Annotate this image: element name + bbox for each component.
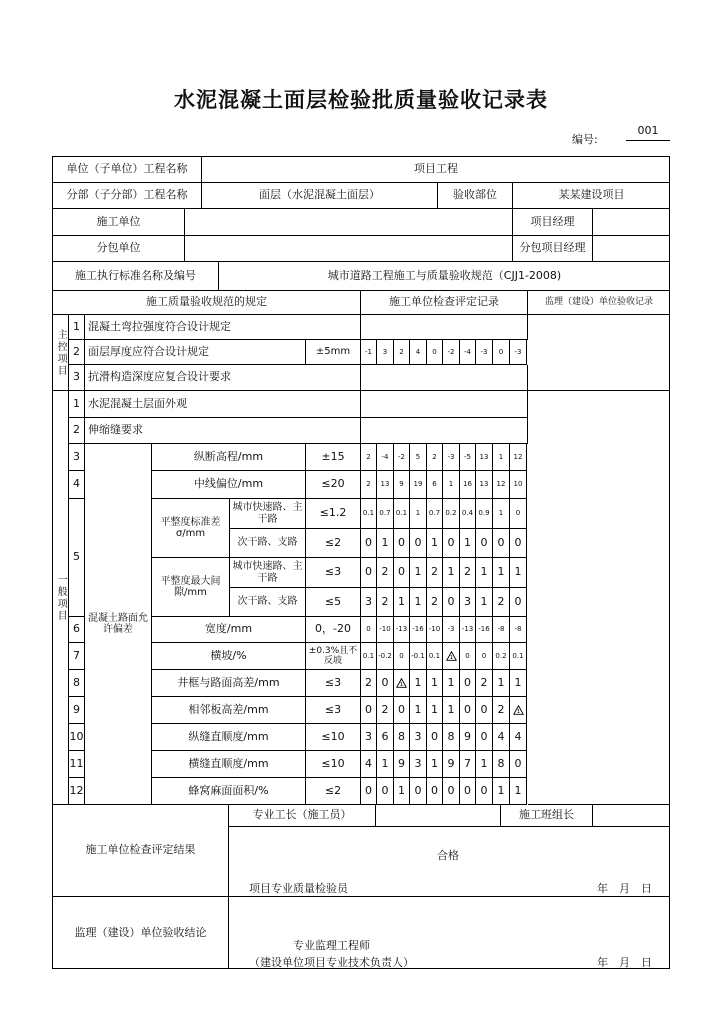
check-value: 10 (510, 471, 527, 499)
check-value: -1 (361, 340, 377, 365)
check-value: 0 (394, 697, 410, 724)
check-value: 0.7 (427, 499, 443, 529)
road-type: 次干路、支路 (230, 529, 306, 558)
check-value: 0 (476, 529, 493, 558)
subcontract-manager-value (593, 236, 670, 262)
item-name: 宽度/mm (152, 617, 306, 643)
check-value: 0 (476, 724, 493, 751)
check-value: -0.2 (377, 643, 394, 670)
check-value: 8 (394, 724, 410, 751)
item-tolerance: ≤3 (306, 697, 361, 724)
item-name: 相邻板高差/mm (152, 697, 306, 724)
check-value: 3 (460, 588, 476, 617)
check-value: 1 (427, 697, 443, 724)
check-value: 0.1 (394, 499, 410, 529)
number-value: 001 (626, 124, 670, 141)
general-supervision (528, 391, 670, 805)
standard-value: 城市道路工程施工与质量验收规范（CJJ1-2008) (219, 262, 670, 291)
item-number: 4 (69, 471, 85, 499)
item-number: 9 (69, 697, 85, 724)
item-tolerance: ±0.3%且不反坡 (306, 643, 361, 670)
supervision-check-header: 监理（建设）单位验收记录 (528, 291, 670, 315)
check-value: 0 (361, 617, 377, 643)
check-value: 0 (361, 558, 377, 588)
unit-project-value: 项目工程 (202, 157, 670, 183)
check-value: 1 (410, 499, 427, 529)
check-value (361, 391, 528, 418)
check-value: 1 (493, 778, 510, 805)
construction-check-header: 施工单位检查评定记录 (361, 291, 528, 315)
check-value: 0.9 (476, 499, 493, 529)
check-value: 4 (510, 724, 527, 751)
construction-unit-value (185, 209, 513, 236)
item-tolerance: ≤10 (306, 724, 361, 751)
check-value: 2 (460, 558, 476, 588)
item-name: 水泥混凝土层面外观 (85, 391, 361, 418)
check-value: 1 (427, 529, 443, 558)
construction-unit-label: 施工单位 (53, 209, 185, 236)
item-number: 2 (69, 340, 85, 365)
check-value: -2 (443, 340, 460, 365)
standard-label: 施工执行标准名称及编号 (53, 262, 219, 291)
check-value: 2 (361, 670, 377, 697)
item-tolerance: ±5mm (306, 340, 361, 365)
check-value: 16 (460, 471, 476, 499)
check-value: 1 (510, 558, 527, 588)
item-number: 11 (69, 751, 85, 778)
check-value: 0 (493, 340, 510, 365)
check-value: -3 (443, 444, 460, 471)
check-value: 1 (427, 670, 443, 697)
item-number: 10 (69, 724, 85, 751)
item-number: 2 (69, 418, 85, 444)
number-label: 编号: (572, 133, 598, 146)
check-value: -3 (443, 617, 460, 643)
item-name: 井框与路面高差/mm (152, 670, 306, 697)
triangle-mark-icon (513, 705, 524, 715)
check-value: 1 (410, 558, 427, 588)
check-value: 0 (460, 778, 476, 805)
construction-result-value: 合格 (437, 849, 459, 862)
check-value: 0 (394, 643, 410, 670)
check-value: -3 (476, 340, 493, 365)
check-value: -0.1 (410, 643, 427, 670)
check-value: -4 (460, 340, 476, 365)
road-type: 城市快速路、主干路 (230, 558, 306, 588)
item-number: 3 (69, 444, 85, 471)
date-label-2: 年 月 日 (597, 956, 652, 969)
check-value: 13 (476, 444, 493, 471)
item-number: 6 (69, 617, 85, 643)
check-value: 0 (410, 778, 427, 805)
check-value: -16 (476, 617, 493, 643)
project-manager-label: 项目经理 (513, 209, 593, 236)
check-value: 1 (476, 588, 493, 617)
check-value: 0.2 (443, 499, 460, 529)
item-tolerance: ≤3 (306, 558, 361, 588)
check-value: 1 (394, 588, 410, 617)
subcontract-manager-label: 分包项目经理 (513, 236, 593, 262)
check-value: 2 (361, 444, 377, 471)
check-value: 9 (394, 751, 410, 778)
acceptance-part-label: 验收部位 (438, 183, 513, 209)
check-value: 0 (510, 529, 527, 558)
main-control-supervision (528, 315, 670, 391)
check-value (394, 670, 410, 697)
check-value: 2 (377, 558, 394, 588)
check-value: 0 (361, 529, 377, 558)
check-value: 12 (493, 471, 510, 499)
check-value: -8 (493, 617, 510, 643)
check-value: 1 (476, 751, 493, 778)
check-value: 2 (394, 340, 410, 365)
item-tolerance: ≤5 (306, 588, 361, 617)
check-value: 0 (427, 340, 443, 365)
check-value: -10 (377, 617, 394, 643)
check-value: 6 (377, 724, 394, 751)
check-value: 2 (361, 471, 377, 499)
check-value: 1 (510, 778, 527, 805)
check-value: 1 (410, 670, 427, 697)
check-value: 0 (377, 778, 394, 805)
check-value: 1 (493, 444, 510, 471)
check-value: -13 (394, 617, 410, 643)
check-value: 5 (410, 444, 427, 471)
check-value: 0 (510, 588, 527, 617)
item-tolerance: ±15 (306, 444, 361, 471)
team-leader-label: 施工班组长 (501, 805, 593, 827)
check-value: 0.1 (361, 643, 377, 670)
check-value: 0 (476, 643, 493, 670)
main-control-label: 主控项目 (53, 315, 69, 391)
check-value: 1 (443, 471, 460, 499)
item-name: 蜂窝麻面面积/% (152, 778, 306, 805)
check-value: 0 (510, 499, 527, 529)
road-type: 次干路、支路 (230, 588, 306, 617)
check-value: 0 (443, 778, 460, 805)
check-value: 0.4 (460, 499, 476, 529)
acceptance-part-value: 某某建设项目 (513, 183, 670, 209)
item-name: 伸缩缝要求 (85, 418, 361, 444)
item-number: 5 (69, 499, 85, 617)
check-value (510, 697, 527, 724)
check-value (361, 365, 528, 391)
check-value: 4 (493, 724, 510, 751)
road-type: 城市快速路、主干路 (230, 499, 306, 529)
check-value: 4 (361, 751, 377, 778)
inspector-label: 项目专业质量检验员 (249, 882, 348, 895)
check-value: 9 (460, 724, 476, 751)
check-value: 6 (427, 471, 443, 499)
check-value: 2 (377, 697, 394, 724)
item-number: 3 (69, 365, 85, 391)
subcontract-unit-value (185, 236, 513, 262)
deviation-group-label: 混凝土路面允许偏差 (85, 444, 152, 805)
item-number: 1 (69, 391, 85, 418)
check-value: 0 (427, 778, 443, 805)
check-value: 0 (394, 529, 410, 558)
check-value (361, 315, 528, 340)
check-value: 1 (443, 558, 460, 588)
check-value: 12 (510, 444, 527, 471)
check-value: 0.1 (510, 643, 527, 670)
check-value: 0 (410, 529, 427, 558)
check-value: 0 (443, 529, 460, 558)
check-value: 9 (394, 471, 410, 499)
check-value: 0 (510, 751, 527, 778)
check-value: -4 (377, 444, 394, 471)
check-value: 0 (460, 670, 476, 697)
check-value: 19 (410, 471, 427, 499)
check-value: -5 (460, 444, 476, 471)
check-value: 13 (377, 471, 394, 499)
item-name: 抗滑构造深度应复合设计要求 (85, 365, 361, 391)
check-value: -3 (510, 340, 527, 365)
check-value: 3 (410, 751, 427, 778)
triangle-mark-icon (446, 651, 457, 661)
item-number: 8 (69, 670, 85, 697)
check-value: 0.1 (427, 643, 443, 670)
item-tolerance: ≤2 (306, 778, 361, 805)
construction-result-label: 施工单位检查评定结果 (53, 805, 229, 897)
check-value: 1 (493, 499, 510, 529)
check-value: 2 (427, 444, 443, 471)
date-label: 年 月 日 (597, 882, 652, 895)
check-value: 1 (427, 751, 443, 778)
item-name: 面层厚度应符合设计规定 (85, 340, 306, 365)
unit-project-label: 单位（子单位）工程名称 (53, 157, 202, 183)
check-value: 0.2 (493, 643, 510, 670)
item-name: 横坡/% (152, 643, 306, 670)
check-value: 0 (460, 697, 476, 724)
supervision-label: 监理（建设）单位验收结论 (53, 897, 229, 969)
check-value: 1 (443, 697, 460, 724)
item-number: 12 (69, 778, 85, 805)
foreman-value (376, 805, 501, 827)
item-name: 混凝土弯拉强度符合设计规定 (85, 315, 361, 340)
check-value: 2 (427, 588, 443, 617)
item-number: 1 (69, 315, 85, 340)
check-value: 0 (361, 778, 377, 805)
max-gap-label: 平整度最大间隙/mm (152, 558, 230, 617)
check-value: -8 (510, 617, 527, 643)
triangle-mark-icon (396, 678, 407, 688)
item-name: 纵缝直顺度/mm (152, 724, 306, 751)
check-value: 1 (493, 558, 510, 588)
check-value (361, 418, 528, 444)
item-tolerance: ≤1.2 (306, 499, 361, 529)
check-value: 2 (476, 670, 493, 697)
check-value: 0 (443, 588, 460, 617)
check-value: 1 (476, 558, 493, 588)
check-value: 13 (476, 471, 493, 499)
item-name: 横缝直顺度/mm (152, 751, 306, 778)
check-value: 0.1 (361, 499, 377, 529)
check-value: 8 (493, 751, 510, 778)
check-value: 1 (443, 670, 460, 697)
check-value: -13 (460, 617, 476, 643)
item-tolerance: 0，-20 (306, 617, 361, 643)
check-value: 2 (493, 697, 510, 724)
check-value: 0 (493, 529, 510, 558)
item-name: 中线偏位/mm (152, 471, 306, 499)
svg-text:1: 1 (516, 709, 520, 715)
item-tolerance: ≤2 (306, 529, 361, 558)
team-leader-value (593, 805, 670, 827)
check-value: 0 (377, 670, 394, 697)
spec-column-header: 施工质量验收规范的规定 (53, 291, 361, 315)
acceptance-form (52, 156, 670, 969)
check-value: 9 (443, 751, 460, 778)
check-value: 1 (410, 697, 427, 724)
check-value: 1 (493, 670, 510, 697)
item-tolerance: ≤20 (306, 471, 361, 499)
check-value: 1 (510, 670, 527, 697)
item-number: 7 (69, 643, 85, 670)
page-title: 水泥混凝土面层检验批质量验收记录表 (174, 88, 548, 112)
check-value: 2 (427, 558, 443, 588)
check-value: 0 (361, 697, 377, 724)
check-value: 2 (377, 588, 394, 617)
foreman-label: 专业工长（施工员） (229, 805, 376, 827)
check-value: 1 (394, 778, 410, 805)
check-value: 0 (427, 724, 443, 751)
check-value: 3 (410, 724, 427, 751)
check-value: 1 (460, 529, 476, 558)
supervisor-label: 专业监理工程师 (293, 939, 370, 952)
item-tolerance: ≤10 (306, 751, 361, 778)
check-value: 1 (410, 588, 427, 617)
check-value: -2 (394, 444, 410, 471)
check-value: 8 (443, 724, 460, 751)
sub-project-label: 分部（子分部）工程名称 (53, 183, 202, 209)
check-value: 1 (377, 529, 394, 558)
check-value: 3 (377, 340, 394, 365)
supervisor-note: （建设单位项目专业技术负责人） (249, 956, 414, 969)
project-manager-value (593, 209, 670, 236)
svg-text:1: 1 (399, 682, 404, 688)
check-value: 0 (476, 778, 493, 805)
check-value (443, 643, 460, 670)
check-value: 3 (361, 724, 377, 751)
check-value: 4 (410, 340, 427, 365)
item-tolerance: ≤3 (306, 670, 361, 697)
sub-project-value: 面层（水泥混凝土面层） (202, 183, 438, 209)
general-items-label: 一般项目 (53, 391, 69, 805)
check-value: 7 (460, 751, 476, 778)
check-value: -16 (410, 617, 427, 643)
check-value: 3 (361, 588, 377, 617)
std-dev-label: 平整度标准差σ/mm (152, 499, 230, 558)
check-value: 1 (377, 751, 394, 778)
check-value: 0 (476, 697, 493, 724)
item-name: 纵断高程/mm (152, 444, 306, 471)
check-value: 0 (460, 643, 476, 670)
subcontract-unit-label: 分包单位 (53, 236, 185, 262)
check-value: 0.7 (377, 499, 394, 529)
svg-text:1: 1 (449, 655, 453, 661)
check-value: 2 (493, 588, 510, 617)
check-value: 0 (394, 558, 410, 588)
check-value: -10 (427, 617, 443, 643)
